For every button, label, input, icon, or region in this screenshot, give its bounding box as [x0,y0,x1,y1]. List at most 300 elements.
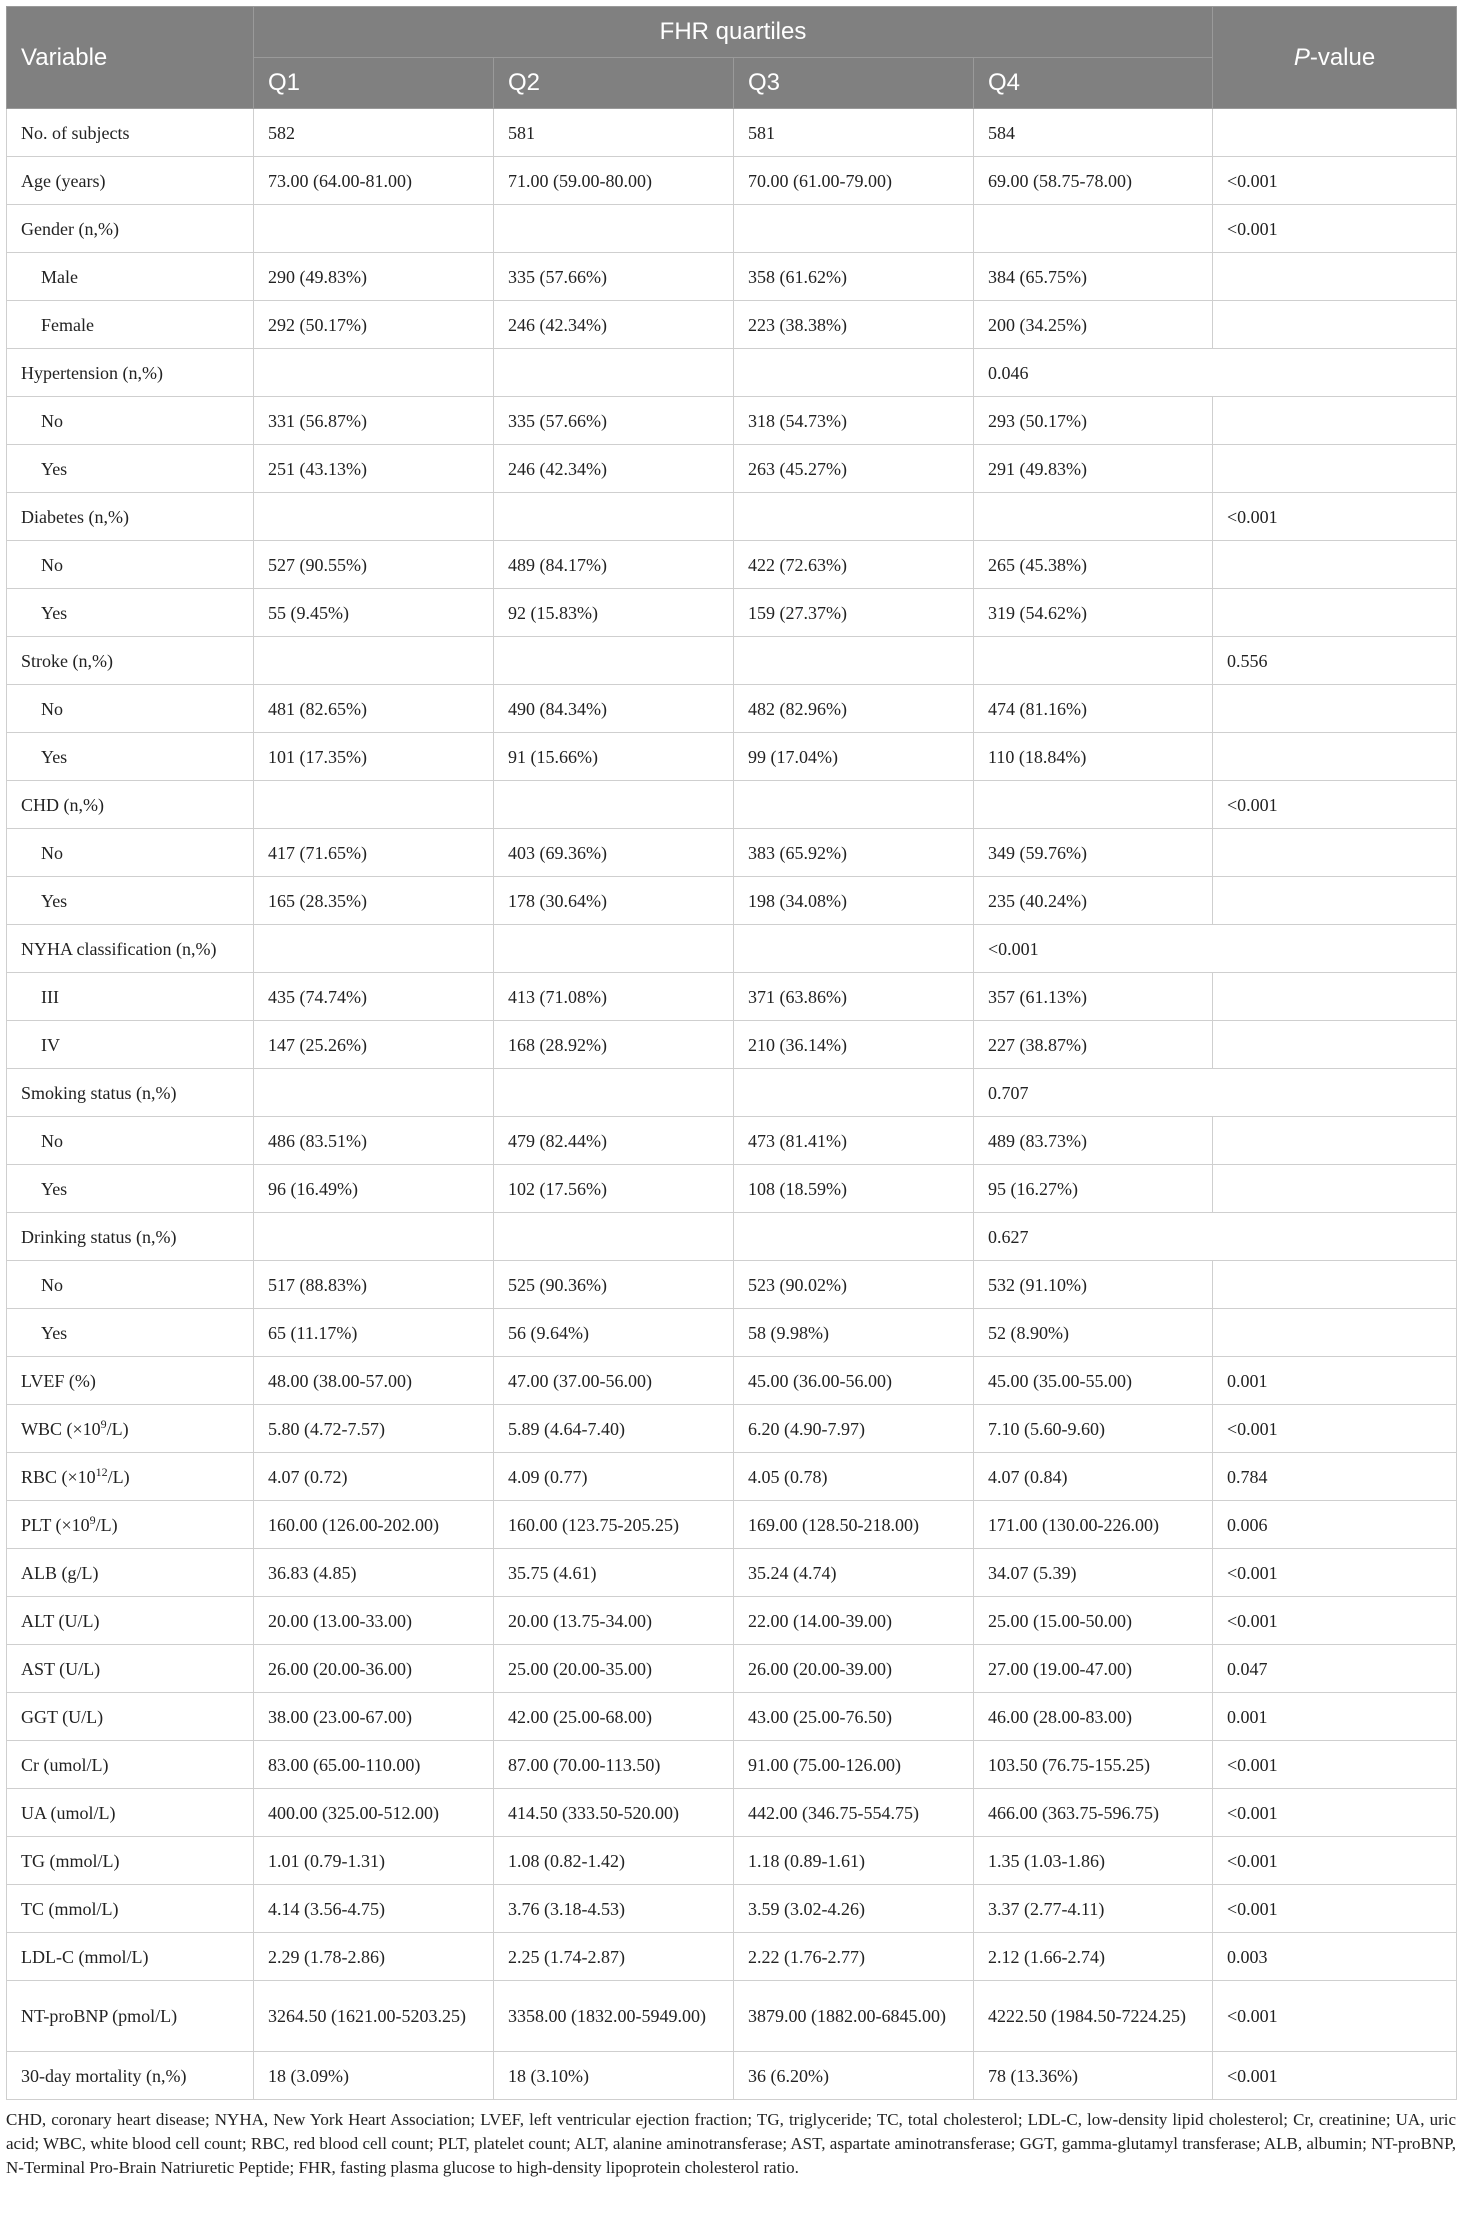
cell-p-value: <0.001 [1213,493,1457,541]
row-label [7,589,254,637]
cell-q2 [494,925,734,973]
cell-q2: 102 (17.56%) [494,1165,734,1213]
cell-p-value [1213,973,1457,1021]
row-label-text: WBC (×10 [21,1418,101,1439]
row-label [7,925,254,973]
cell-q4: 0.707 [974,1069,1457,1117]
cell-q1: 481 (82.65%) [254,685,494,733]
row-label [7,1021,254,1069]
row-label [7,1885,254,1933]
row-label [7,2052,254,2100]
cell-q1 [254,205,494,253]
row-label-text: Male [41,266,78,287]
cell-q4: 0.627 [974,1213,1457,1261]
cell-q3 [734,205,974,253]
cell-q2: 246 (42.34%) [494,445,734,493]
cell-q3: 581 [734,109,974,157]
cell-q4: 7.10 (5.60-9.60) [974,1405,1213,1453]
row-label-text: 30-day mortality (n,%) [21,2065,187,2086]
cell-p-value: <0.001 [1213,1741,1457,1789]
cell-q1 [254,1069,494,1117]
table-row [7,1981,1457,2052]
cell-q3: 3.59 (3.02-4.26) [734,1885,974,1933]
row-label [7,1837,254,1885]
cell-q1: 417 (71.65%) [254,829,494,877]
row-label [7,301,254,349]
row-label-text: Yes [41,890,68,911]
row-label [7,877,254,925]
cell-q2: 87.00 (70.00-113.50) [494,1741,734,1789]
cell-q3: 26.00 (20.00-39.00) [734,1645,974,1693]
row-label [7,1357,254,1405]
cell-q3: 2.22 (1.76-2.77) [734,1933,974,1981]
table-row [7,1213,1457,1261]
cell-q1: 486 (83.51%) [254,1117,494,1165]
cell-q1: 2.29 (1.78-2.86) [254,1933,494,1981]
cell-q2: 403 (69.36%) [494,829,734,877]
row-label-text: No [41,1130,63,1151]
cell-q2: 178 (30.64%) [494,877,734,925]
table-row [7,397,1457,445]
cell-q4: 110 (18.84%) [974,733,1213,781]
cell-p-value: <0.001 [1213,1837,1457,1885]
header-q3: Q3 [734,58,974,109]
cell-q4: 3.37 (2.77-4.11) [974,1885,1213,1933]
cell-q3: 473 (81.41%) [734,1117,974,1165]
cell-p-value: 0.003 [1213,1933,1457,1981]
cell-q2: 47.00 (37.00-56.00) [494,1357,734,1405]
table-row [7,1453,1457,1501]
row-label-text: Diabetes (n,%) [21,506,129,527]
cell-q3: 358 (61.62%) [734,253,974,301]
cell-q4: 235 (40.24%) [974,877,1213,925]
cell-p-value [1213,541,1457,589]
row-label [7,781,254,829]
cell-q3 [734,349,974,397]
table-row [7,1261,1457,1309]
cell-q1: 48.00 (38.00-57.00) [254,1357,494,1405]
table-row [7,925,1457,973]
cell-q2: 160.00 (123.75-205.25) [494,1501,734,1549]
cell-q4: 34.07 (5.39) [974,1549,1213,1597]
baseline-characteristics-table [6,6,1457,2100]
row-label-text: Hypertension (n,%) [21,362,163,383]
cell-q1: 36.83 (4.85) [254,1549,494,1597]
row-label-text: LVEF (%) [21,1370,96,1391]
cell-q2: 335 (57.66%) [494,253,734,301]
cell-q3: 45.00 (36.00-56.00) [734,1357,974,1405]
row-label [7,205,254,253]
cell-q4: 46.00 (28.00-83.00) [974,1693,1213,1741]
row-label [7,1213,254,1261]
cell-q2: 490 (84.34%) [494,685,734,733]
cell-q1: 1.01 (0.79-1.31) [254,1837,494,1885]
row-label [7,349,254,397]
table-row [7,1549,1457,1597]
row-label [7,1693,254,1741]
cell-q2: 3358.00 (1832.00-5949.00) [494,1981,734,2052]
table-row [7,2052,1457,2100]
cell-q3: 35.24 (4.74) [734,1549,974,1597]
row-label [7,1501,254,1549]
table-row [7,685,1457,733]
cell-q4: 584 [974,109,1213,157]
row-label [7,685,254,733]
cell-p-value: <0.001 [1213,781,1457,829]
cell-q1: 20.00 (13.00-33.00) [254,1597,494,1645]
header-p-suffix: -value [1309,43,1376,71]
cell-q3 [734,637,974,685]
cell-q2: 1.08 (0.82-1.42) [494,1837,734,1885]
cell-q4 [974,637,1213,685]
table-row [7,1597,1457,1645]
cell-q3: 210 (36.14%) [734,1021,974,1069]
table-row [7,1837,1457,1885]
table-row [7,1645,1457,1693]
cell-q4: 69.00 (58.75-78.00) [974,157,1213,205]
cell-q3: 371 (63.86%) [734,973,974,1021]
cell-q4: 0.046 [974,349,1457,397]
cell-q1: 160.00 (126.00-202.00) [254,1501,494,1549]
cell-q3: 58 (9.98%) [734,1309,974,1357]
row-label-text: Yes [41,602,68,623]
row-label [7,1789,254,1837]
cell-p-value: <0.001 [1213,1405,1457,1453]
cell-q3: 1.18 (0.89-1.61) [734,1837,974,1885]
cell-q1: 4.07 (0.72) [254,1453,494,1501]
cell-q4: 466.00 (363.75-596.75) [974,1789,1213,1837]
cell-q4: 319 (54.62%) [974,589,1213,637]
row-label-text: Yes [41,1322,68,1343]
row-label [7,973,254,1021]
table-row [7,493,1457,541]
table-body [7,109,1457,2100]
cell-q4: 95 (16.27%) [974,1165,1213,1213]
row-label [7,109,254,157]
cell-q4: 265 (45.38%) [974,541,1213,589]
cell-q2: 92 (15.83%) [494,589,734,637]
table-row [7,733,1457,781]
cell-q1: 83.00 (65.00-110.00) [254,1741,494,1789]
cell-p-value [1213,1261,1457,1309]
cell-p-value [1213,301,1457,349]
row-label-text: III [41,986,59,1007]
cell-q1: 435 (74.74%) [254,973,494,1021]
cell-p-value [1213,1021,1457,1069]
table-row [7,205,1457,253]
row-label-text: No. of subjects [21,122,130,143]
cell-q2: 335 (57.66%) [494,397,734,445]
row-label-text: Female [41,314,94,335]
row-label-text: No [41,410,63,431]
cell-p-value: 0.001 [1213,1357,1457,1405]
row-label-text: NYHA classification (n,%) [21,938,217,959]
cell-q3: 3879.00 (1882.00-6845.00) [734,1981,974,2052]
cell-q4 [974,781,1213,829]
cell-q2: 4.09 (0.77) [494,1453,734,1501]
cell-q2: 71.00 (59.00-80.00) [494,157,734,205]
row-label [7,1597,254,1645]
cell-q3 [734,1069,974,1117]
cell-p-value: <0.001 [1213,1885,1457,1933]
table-row [7,973,1457,1021]
row-label [7,493,254,541]
cell-q1: 73.00 (64.00-81.00) [254,157,494,205]
table-row [7,1501,1457,1549]
row-label-unit: /L) [95,1514,118,1535]
cell-q3: 223 (38.38%) [734,301,974,349]
cell-p-value: <0.001 [1213,1789,1457,1837]
row-label [7,829,254,877]
cell-q4: 4222.50 (1984.50-7224.25) [974,1981,1213,2052]
cell-q1: 26.00 (20.00-36.00) [254,1645,494,1693]
cell-q4: 489 (83.73%) [974,1117,1213,1165]
cell-p-value: <0.001 [1213,2052,1457,2100]
cell-q2: 479 (82.44%) [494,1117,734,1165]
cell-q4: 103.50 (76.75-155.25) [974,1741,1213,1789]
cell-q2 [494,1213,734,1261]
row-label-text: TC (mmol/L) [21,1898,119,1919]
cell-q2: 25.00 (20.00-35.00) [494,1645,734,1693]
row-label-superscript: 12 [95,1464,108,1479]
header-q4: Q4 [974,58,1213,109]
row-label-superscript: 9 [89,1512,96,1527]
cell-q1 [254,493,494,541]
row-label-text: Yes [41,746,68,767]
cell-q4: 171.00 (130.00-226.00) [974,1501,1213,1549]
cell-q2 [494,205,734,253]
row-label [7,1117,254,1165]
row-label-text: PLT (×10 [21,1514,90,1535]
row-label [7,397,254,445]
cell-q1: 251 (43.13%) [254,445,494,493]
cell-q1: 55 (9.45%) [254,589,494,637]
cell-q3 [734,781,974,829]
cell-q2: 5.89 (4.64-7.40) [494,1405,734,1453]
row-label-text: RBC (×10 [21,1466,96,1487]
header-p-value [1213,7,1457,109]
cell-q4: 532 (91.10%) [974,1261,1213,1309]
cell-q1: 101 (17.35%) [254,733,494,781]
row-label-text: Age (years) [21,170,106,191]
cell-q3 [734,925,974,973]
cell-q2: 18 (3.10%) [494,2052,734,2100]
cell-p-value [1213,829,1457,877]
table-row [7,1309,1457,1357]
cell-q1: 38.00 (23.00-67.00) [254,1693,494,1741]
cell-q2 [494,349,734,397]
cell-q2: 56 (9.64%) [494,1309,734,1357]
cell-q4: 384 (65.75%) [974,253,1213,301]
cell-q1: 527 (90.55%) [254,541,494,589]
cell-p-value: <0.001 [1213,1981,1457,2052]
row-label [7,1309,254,1357]
cell-q3: 523 (90.02%) [734,1261,974,1309]
row-label [7,1741,254,1789]
cell-q3: 159 (27.37%) [734,589,974,637]
row-label [7,1405,254,1453]
cell-q3: 442.00 (346.75-554.75) [734,1789,974,1837]
row-label-text: ALT (U/L) [21,1610,100,1631]
header-q2: Q2 [494,58,734,109]
cell-q4: 291 (49.83%) [974,445,1213,493]
row-label [7,1069,254,1117]
row-label [7,1981,254,2052]
cell-q4: 227 (38.87%) [974,1021,1213,1069]
cell-p-value: 0.556 [1213,637,1457,685]
cell-q2 [494,637,734,685]
cell-q2 [494,493,734,541]
cell-p-value [1213,253,1457,301]
cell-q2: 20.00 (13.75-34.00) [494,1597,734,1645]
table-row [7,1021,1457,1069]
table-container [6,6,1456,2180]
cell-q2: 246 (42.34%) [494,301,734,349]
row-label-text: IV [41,1034,60,1055]
row-label-text: GGT (U/L) [21,1706,104,1727]
cell-p-value: 0.006 [1213,1501,1457,1549]
cell-p-value [1213,1165,1457,1213]
cell-p-value [1213,733,1457,781]
cell-q1: 400.00 (325.00-512.00) [254,1789,494,1837]
cell-q3 [734,1213,974,1261]
cell-q3: 482 (82.96%) [734,685,974,733]
row-label [7,1549,254,1597]
cell-q3: 36 (6.20%) [734,2052,974,2100]
cell-q3: 91.00 (75.00-126.00) [734,1741,974,1789]
row-label-text: Drinking status (n,%) [21,1226,177,1247]
cell-q1: 147 (25.26%) [254,1021,494,1069]
cell-q3: 318 (54.73%) [734,397,974,445]
row-label-text: No [41,698,63,719]
cell-q3: 99 (17.04%) [734,733,974,781]
cell-p-value [1213,877,1457,925]
table-row [7,1069,1457,1117]
row-label-text: NT-proBNP (pmol/L) [21,2006,178,2026]
table-row [7,1741,1457,1789]
cell-p-value: 0.047 [1213,1645,1457,1693]
row-label [7,157,254,205]
cell-q1: 292 (50.17%) [254,301,494,349]
cell-q3: 263 (45.27%) [734,445,974,493]
cell-q3: 383 (65.92%) [734,829,974,877]
cell-q3: 4.05 (0.78) [734,1453,974,1501]
cell-q1: 582 [254,109,494,157]
cell-p-value [1213,445,1457,493]
cell-q3: 422 (72.63%) [734,541,974,589]
cell-q3: 43.00 (25.00-76.50) [734,1693,974,1741]
table-footnote: CHD, coronary heart disease; NYHA, New York Heart Association; LVEF, left ventricular ejection fraction; TG, triglyceride; TC, total cholesterol; LDL-C, low-density lipid cholesterol; Cr, creatinine; UA, uric acid; WBC, white blood cell count; RBC, red blood cell count; PLT, platelet count; ALT, alanine aminotransferase; AST, aspartate aminotransferase; GGT, gamma-glutamyl transferase; ALB, albumin; NT-proBNP, N-Terminal Pro-Brain Natriuretic Peptide; FHR, fasting plasma glucose to high-density lipoprotein cholesterol ratio. [6,2110,1456,2177]
row-label-unit: /L) [106,1418,129,1439]
cell-q4: 2.12 (1.66-2.74) [974,1933,1213,1981]
table-row [7,253,1457,301]
row-label [7,733,254,781]
row-label-text: CHD (n,%) [21,794,104,815]
cell-q2: 581 [494,109,734,157]
row-label-text: Stroke (n,%) [21,650,113,671]
table-row [7,1357,1457,1405]
cell-q2: 413 (71.08%) [494,973,734,1021]
cell-q4: 4.07 (0.84) [974,1453,1213,1501]
row-label-text: ALB (g/L) [21,1562,99,1583]
table-row [7,1165,1457,1213]
table-row [7,781,1457,829]
header-fhr-quartiles: FHR quartiles [254,7,1213,58]
cell-q1: 65 (11.17%) [254,1309,494,1357]
row-label-text: UA (umol/L) [21,1802,116,1823]
table-header [7,7,1457,109]
row-label-unit: /L) [107,1466,130,1487]
cell-q1: 96 (16.49%) [254,1165,494,1213]
cell-q2 [494,781,734,829]
cell-p-value: 0.001 [1213,1693,1457,1741]
table-row [7,829,1457,877]
cell-q4: 27.00 (19.00-47.00) [974,1645,1213,1693]
table-row [7,589,1457,637]
cell-q4: 52 (8.90%) [974,1309,1213,1357]
row-label [7,1165,254,1213]
table-row [7,157,1457,205]
row-label [7,1453,254,1501]
table-row [7,1933,1457,1981]
cell-p-value: <0.001 [1213,1597,1457,1645]
row-label-text: AST (U/L) [21,1658,101,1679]
cell-q1 [254,781,494,829]
header-variable: Variable [7,7,254,109]
row-label [7,1261,254,1309]
table-row [7,445,1457,493]
table-row [7,1885,1457,1933]
row-label-text: No [41,554,63,575]
row-label-text: No [41,1274,63,1295]
cell-q3: 169.00 (128.50-218.00) [734,1501,974,1549]
cell-p-value [1213,685,1457,733]
cell-q2: 525 (90.36%) [494,1261,734,1309]
cell-p-value: <0.001 [1213,205,1457,253]
row-label [7,1933,254,1981]
row-label-text: Cr (umol/L) [21,1754,109,1775]
cell-q2: 35.75 (4.61) [494,1549,734,1597]
row-label-text: TG (mmol/L) [21,1850,120,1871]
cell-q1: 18 (3.09%) [254,2052,494,2100]
cell-p-value: 0.784 [1213,1453,1457,1501]
cell-q4: 357 (61.13%) [974,973,1213,1021]
cell-q2: 42.00 (25.00-68.00) [494,1693,734,1741]
table-row [7,301,1457,349]
cell-q2: 2.25 (1.74-2.87) [494,1933,734,1981]
row-label [7,253,254,301]
table-row [7,109,1457,157]
cell-q4: 45.00 (35.00-55.00) [974,1357,1213,1405]
row-label-text: No [41,842,63,863]
cell-q1 [254,925,494,973]
cell-q3: 22.00 (14.00-39.00) [734,1597,974,1645]
header-q1: Q1 [254,58,494,109]
cell-q2: 168 (28.92%) [494,1021,734,1069]
cell-q1 [254,349,494,397]
row-label [7,445,254,493]
table-row [7,1117,1457,1165]
row-label [7,1645,254,1693]
cell-q3 [734,493,974,541]
cell-q4: 349 (59.76%) [974,829,1213,877]
cell-q3: 70.00 (61.00-79.00) [734,157,974,205]
table-row [7,877,1457,925]
cell-p-value: <0.001 [1213,157,1457,205]
cell-q2 [494,1069,734,1117]
row-label-text: Smoking status (n,%) [21,1082,177,1103]
cell-q1: 331 (56.87%) [254,397,494,445]
